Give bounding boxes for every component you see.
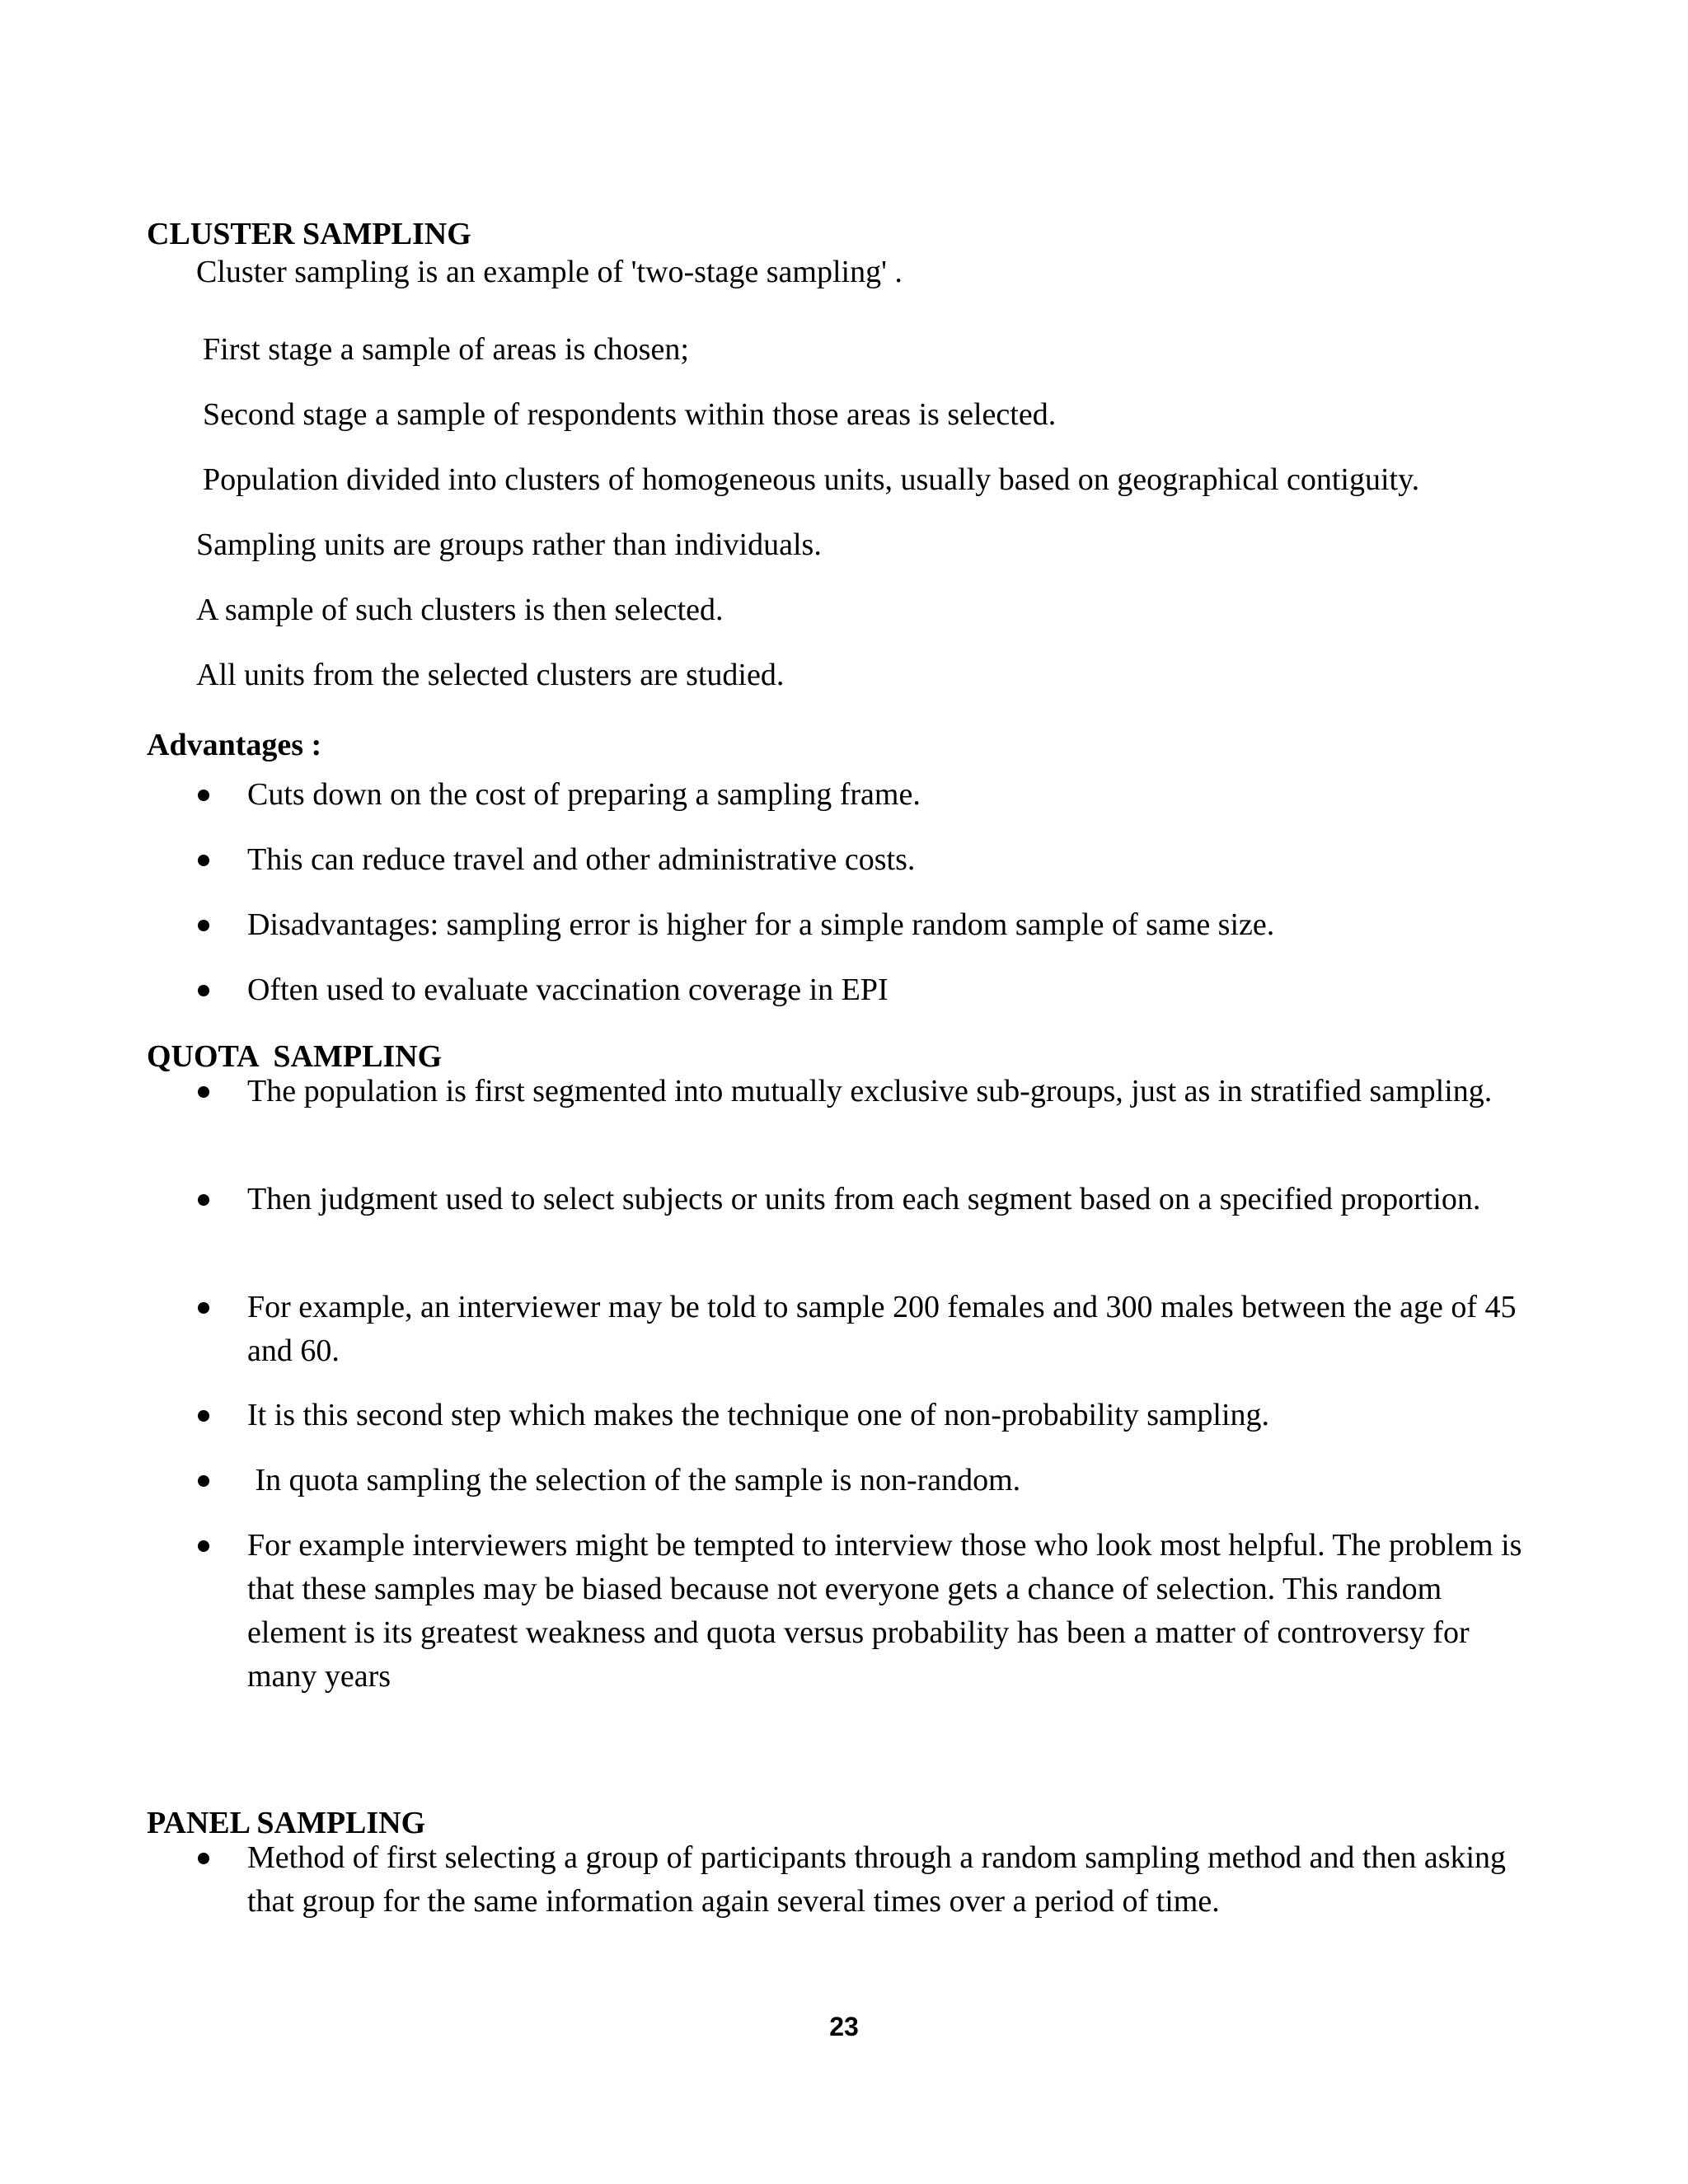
cluster-line: First stage a sample of areas is chosen; bbox=[203, 332, 689, 367]
bullet-icon bbox=[198, 855, 209, 866]
cluster-line: Population divided into clusters of homogeneous units, usually based on geographical contiguity. bbox=[203, 462, 1420, 497]
advantages-item: Disadvantages: sampling error is higher for a simple random sample of same size. bbox=[247, 907, 1275, 942]
quota-item: The population is first segmented into mutually exclusive sub-groups, just as in stratified sampling. bbox=[247, 1074, 1493, 1108]
cluster-sampling-heading: CLUSTER SAMPLING bbox=[147, 217, 471, 251]
bullet-icon bbox=[198, 1086, 209, 1098]
advantages-item: Often used to evaluate vaccination coverage in EPI bbox=[247, 972, 889, 1007]
panel-item: Method of first selecting a group of participants through a random sampling method and then asking that group for the same information again several times over a period of time. bbox=[247, 1840, 1507, 1919]
page-number: 23 bbox=[829, 2012, 859, 2041]
panel-sampling-heading: PANEL SAMPLING bbox=[147, 1806, 426, 1840]
quota-item: For example, an interviewer may be told to sample 200 females and 300 males between the age of 45 and 60. bbox=[247, 1290, 1517, 1368]
quota-item: For example interviewers might be tempted to interview those who look most helpful. The problem is that these samples may be biased because not everyone gets a chance of selection. This random element is its greatest weakness and quota versus probability has been a matter of controversy for many years bbox=[247, 1528, 1522, 1694]
cluster-line: A sample of such clusters is then selected. bbox=[196, 593, 724, 627]
bullet-icon bbox=[198, 1410, 209, 1422]
advantages-heading: Advantages : bbox=[147, 728, 322, 762]
quota-item: In quota sampling the selection of the sample is non-random. bbox=[247, 1463, 1021, 1497]
cluster-line: Sampling units are groups rather than individuals. bbox=[196, 527, 822, 562]
bullet-icon bbox=[198, 920, 209, 931]
quota-item: Then judgment used to select subjects or units from each segment based on a specified proportion. bbox=[247, 1182, 1481, 1216]
bullet-icon bbox=[198, 1853, 209, 1864]
cluster-intro: Cluster sampling is an example of 'two-stage sampling' . bbox=[196, 255, 903, 289]
bullet-icon bbox=[198, 1194, 209, 1206]
bullet-icon bbox=[198, 1475, 209, 1487]
advantages-item: This can reduce travel and other administrative costs. bbox=[247, 842, 916, 877]
bullet-icon bbox=[198, 985, 209, 996]
advantages-item: Cuts down on the cost of preparing a sampling frame. bbox=[247, 777, 921, 812]
cluster-line: All units from the selected clusters are studied. bbox=[196, 658, 785, 692]
bullet-icon bbox=[198, 790, 209, 801]
bullet-icon bbox=[198, 1540, 209, 1552]
cluster-line: Second stage a sample of respondents within those areas is selected. bbox=[203, 397, 1057, 432]
bullet-icon bbox=[198, 1302, 209, 1314]
quota-sampling-heading: QUOTA SAMPLING bbox=[147, 1039, 443, 1074]
quota-item: It is this second step which makes the technique one of non-probability sampling. bbox=[247, 1398, 1270, 1432]
